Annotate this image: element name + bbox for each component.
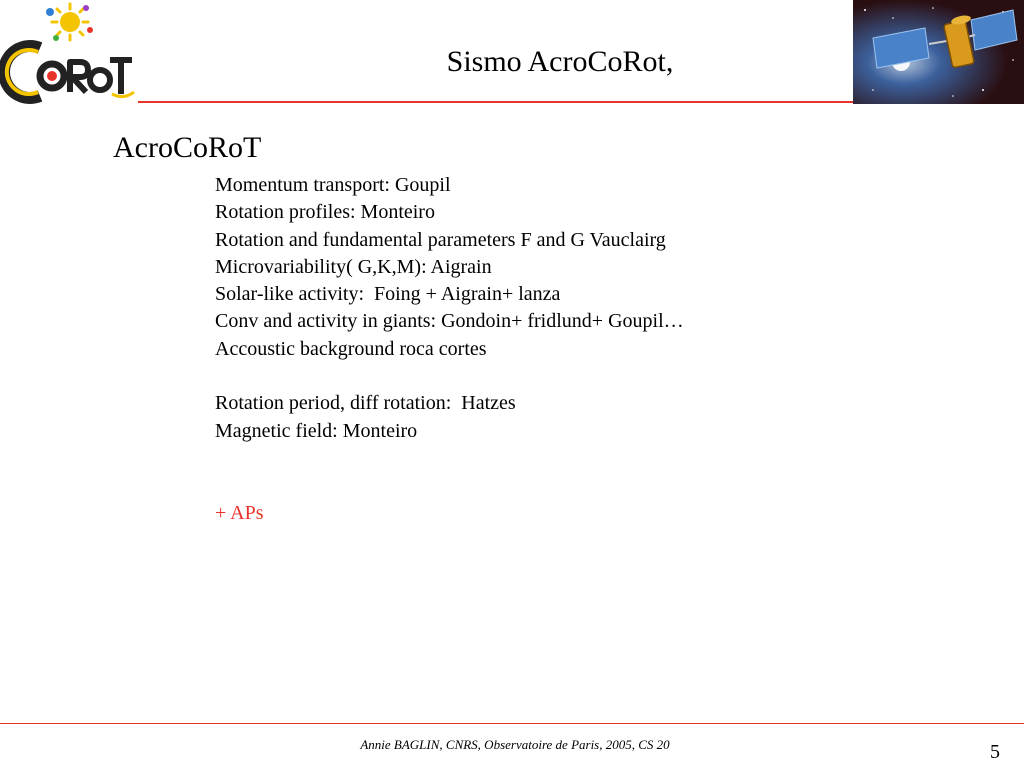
list-item: Solar-like activity: Foing + Aigrain+ lanza: [215, 283, 561, 306]
section-heading: AcroCoRoT: [113, 131, 262, 164]
list-item: Rotation profiles: Monteiro: [215, 201, 435, 224]
list-item: Microvariability( G,K,M): Aigrain: [215, 255, 492, 278]
footer-credit: Annie BAGLIN, CNRS, Observatoire de Paris, 2005, CS 20: [360, 737, 670, 752]
corot-logo-icon: [0, 0, 138, 104]
list-item: Conv and activity in giants: Gondoin+ fridlund+ Goupil…: [215, 310, 684, 333]
slide-title: Sismo AcroCoRot,: [446, 45, 674, 78]
list-item: Momentum transport: Goupil: [215, 174, 451, 196]
list-item: Accoustic background roca cortes: [215, 337, 487, 360]
page-number: 5: [990, 741, 1000, 763]
satellite-image-icon: [853, 0, 1024, 104]
list-spacer: [215, 363, 915, 390]
list-item: Rotation and fundamental parameters F and G Vauclairg: [215, 228, 666, 251]
aps-note: + APs: [215, 502, 264, 524]
list-item: Rotation period, diff rotation: Hatzes: [215, 392, 516, 415]
topic-list: [215, 172, 915, 445]
list-item: Magnetic field: Monteiro: [215, 419, 418, 442]
footer-divider: [0, 723, 1024, 724]
header-divider: [138, 101, 854, 103]
